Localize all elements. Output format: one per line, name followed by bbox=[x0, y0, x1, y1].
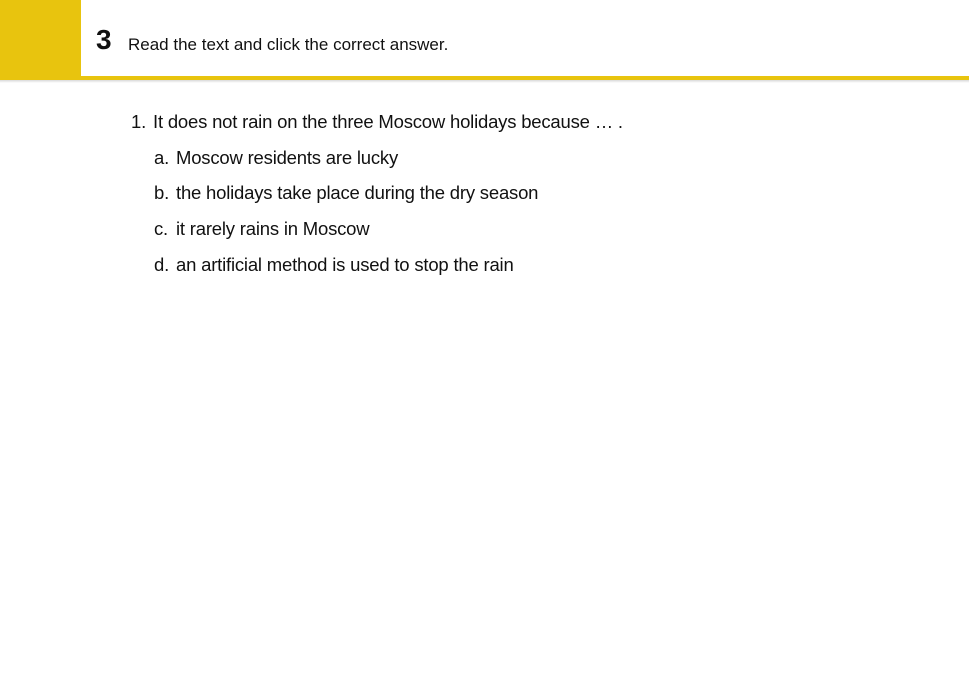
answer-option-c[interactable] bbox=[154, 217, 369, 241]
option-letter: b. bbox=[154, 182, 170, 203]
task-number: 3 bbox=[96, 24, 112, 55]
question-number: 1. bbox=[131, 111, 147, 132]
option-text: it rarely rains in Moscow bbox=[176, 218, 370, 239]
option-letter: a. bbox=[154, 147, 170, 168]
exercise-header bbox=[0, 0, 969, 82]
answer-option-d[interactable] bbox=[154, 253, 514, 277]
question-1 bbox=[131, 110, 623, 134]
answer-option-b[interactable] bbox=[154, 181, 538, 205]
option-text: Moscow residents are lucky bbox=[176, 147, 399, 168]
header-accent-block bbox=[0, 0, 81, 76]
task-instruction: Read the text and click the correct answer. bbox=[128, 35, 449, 54]
question-text: It does not rain on the three Moscow holidays because … . bbox=[153, 111, 623, 132]
option-letter: c. bbox=[154, 218, 168, 239]
header-shadow bbox=[0, 80, 969, 83]
option-letter: d. bbox=[154, 254, 170, 275]
option-text: the holidays take place during the dry season bbox=[176, 182, 539, 203]
answer-option-a[interactable] bbox=[154, 146, 398, 170]
option-text: an artificial method is used to stop the rain bbox=[176, 254, 514, 275]
